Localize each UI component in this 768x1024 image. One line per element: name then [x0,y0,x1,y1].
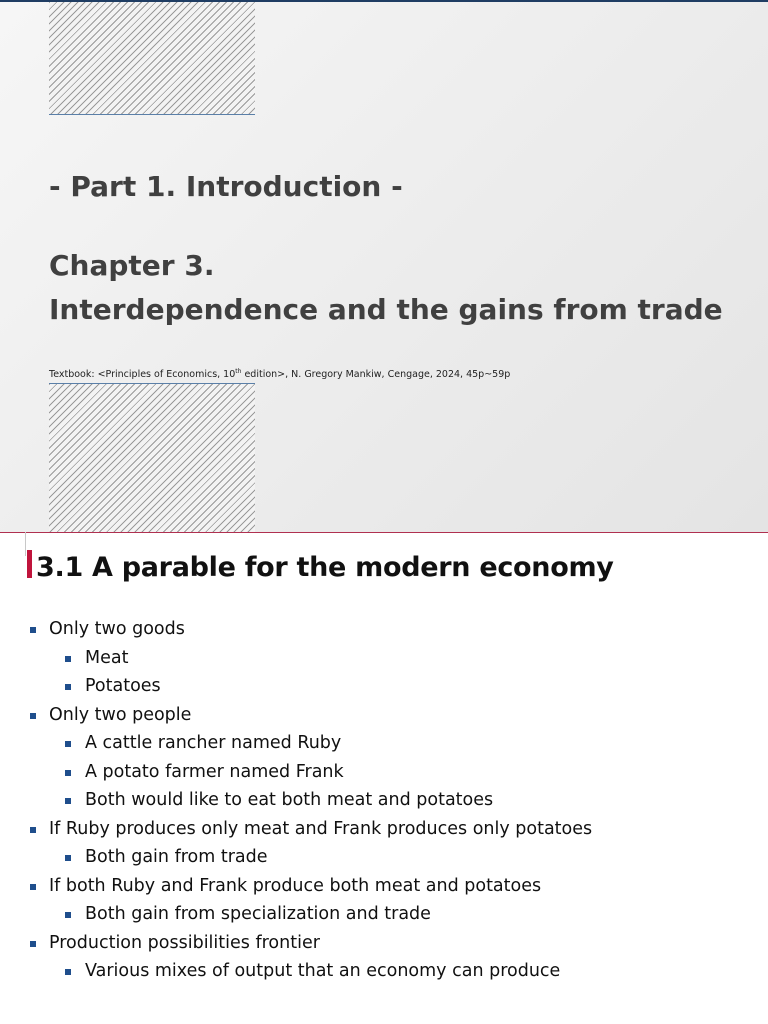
sub-bullet-item [0,902,768,931]
bullet-item [0,931,768,960]
bullet-text: If both Ruby and Frank produce both meat and potatoes [49,875,542,896]
bullet-text: Various mixes of output that an economy can produce [85,961,561,981]
hatched-placeholder-top [49,2,255,115]
bullet-text: Both gain from trade [85,847,268,867]
bullet-marker-icon [65,798,71,804]
bullet-text: A cattle rancher named Ruby [85,733,342,753]
textbook-suffix: edition>, N. Gregory Mankiw, Cengage, 2024, 45p~59p [241,369,511,381]
part-title: - Part 1. Introduction - [49,170,403,203]
chapter-number: Chapter 3. [49,249,215,282]
sub-bullet-item [0,731,768,760]
bullet-text: Both would like to eat both meat and potatoes [85,790,494,810]
bullet-marker-icon [30,827,36,833]
sub-bullet-item [0,788,768,817]
bullet-marker-icon [30,941,36,947]
bullet-marker-icon [30,713,36,719]
bullet-marker-icon [65,656,71,662]
bullet-item [0,703,768,732]
bullet-marker-icon [65,741,71,747]
bullet-text: If Ruby produces only meat and Frank produces only potatoes [49,818,593,839]
bullet-text: Production possibilities frontier [49,932,320,953]
sub-bullet-item [0,760,768,789]
bullet-text: Meat [85,647,129,668]
bullet-text: Both gain from specialization and trade [85,904,431,924]
bullet-item [0,817,768,846]
bullet-text: A potato farmer named Frank [85,761,344,782]
bullet-item [0,617,768,646]
sub-bullet-item [0,674,768,703]
bullet-list [0,617,768,988]
slide-divider [0,532,768,533]
bullet-text: Only two goods [49,619,185,639]
bullet-marker-icon [65,684,71,690]
bullet-marker-icon [65,912,71,918]
textbook-ordinal: th [235,368,242,375]
sub-bullet-item [0,959,768,988]
bullet-marker-icon [65,969,71,975]
bullet-marker-icon [65,770,71,776]
title-accent-bar [27,550,32,578]
section-title: 3.1 A parable for the modern economy [36,552,614,583]
bullet-marker-icon [65,855,71,861]
bullet-marker-icon [30,627,36,633]
chapter-title [49,244,723,332]
textbook-prefix: Textbook: <Principles of Economics, 10 [49,369,236,381]
divider-tick [25,532,26,556]
chapter-name: Interdependence and the gains from trade [49,293,723,326]
bullet-text: Potatoes [85,676,161,696]
textbook-reference [49,368,510,380]
hatched-placeholder-bottom [49,383,255,532]
bullet-item [0,874,768,903]
sub-bullet-item [0,845,768,874]
bullet-text: Only two people [49,704,192,725]
bullet-marker-icon [30,884,36,890]
sub-bullet-item [0,646,768,675]
